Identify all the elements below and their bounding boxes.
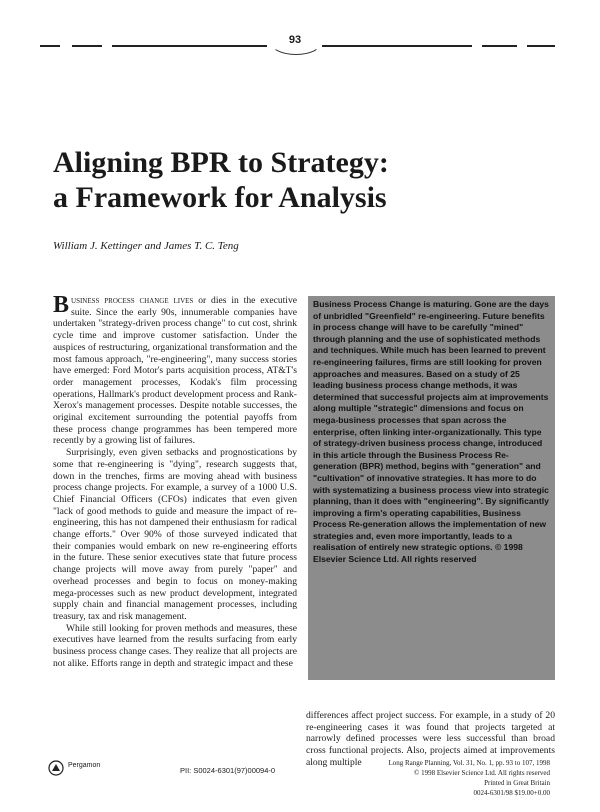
paragraph-continuation: differences affect project success. For example, in a study of 20 re-engineering cases it was found that projects targeted at narrowly defined processes were less successful than broad cross functional projects. Also, projects aimed at improvements along multiple [306, 710, 555, 768]
publisher-logo-icon [48, 760, 64, 776]
publisher-name: Pergamon [68, 762, 101, 769]
issn-price: 0024-6301/98 $19.00+0.00 [473, 789, 550, 797]
journal-citation: Long Range Planning, Vol. 31, No. 1, pp. 93 to 107, 1998 [388, 759, 550, 767]
title-line-1: Aligning BPR to Strategy: [53, 146, 389, 179]
header-rule [527, 45, 555, 47]
pii-code: PII: S0024-6301(97)00094-0 [180, 766, 276, 775]
title-line-2: a Framework for Analysis [53, 181, 387, 214]
body-left-column [53, 292, 298, 670]
paragraph-1 [53, 292, 298, 447]
paragraph-1-text: or dies in the executive suite. Since the early 90s, innumerable companies have undertaken "strategy-driven process change" to cut cost, shrink cycle time and improve customer satisfaction. Under the auspices of restructuring, organizational transformation and the most famous approach, "re-engineering", many success stories have emerged: Ford Motor's parts acquisition process, AT&T's order management processes, Kodak's film processing operations, Hallmark's product development process and Rank-Xerox's management processes. Despite notable successes, the original excitement surrounding the potential payoffs from these process change programmes has been tempered more recently by a growing list of failures. [53, 295, 298, 447]
abstract-text: Business Process Change is maturing. Gone are the days of unbridled "Greenfield" re-engineering. Future benefits in process change will have to be carefully "mined" through planning and the use of sophisticated methods and techniques. While much has been learned to prevent re-engineering failures, firms are still looking for proven approaches and measures. Based on a study of 25 leading business process change methods, it was determined that successful projects aim at improvements along multiple "strategic" dimensions and focus on mega-business processes that span across the enterprise, often linking inter-organizationally. This type of strategy-driven business process change, introduced in this article through the Business Process Re-generation (BPR) method, begins with "generation" and "cultivation" of innovative strategies. It has more to do with systematizing a business process view into strategic planning, than it does with "engineering". By significantly improving a firm's operating capabilities, Business Process Re-generation allows the implementation of new strategies and, even more importantly, leads to a realisation of entirely new strategic options. © 1998 Elsevier Science Ltd. All rights reserved [313, 299, 549, 565]
journal-info [340, 758, 550, 798]
header-rule [72, 45, 102, 47]
paragraph-2: Surprisingly, even given setbacks and prognostications by some that re-engineering is "dying", research suggests that, down in the trenches, firms are moving ahead with business process change projects. For example, a survey of a 1000 U.S. Chief Financial Officers (CFOs) indicates that even given "lack of good methods to guide and measure the impact of re-engineering, this has not dampened their enthusiasm for radical change efforts." Over 90% of those surveyed indicated that their companies would embark on new re-engineering efforts in the future. These senior executives state that future process change projects will move away from purely "paper" and overhead processes and begin to focus on money-making mega-processes such as new product development, integrated supply chain and financial management processes, including treasury, tax and risk management. [53, 447, 297, 622]
authors: William J. Kettinger and James T. C. Teng [53, 240, 239, 252]
drop-cap: B [53, 292, 70, 318]
header-rule [322, 45, 472, 47]
header-rule [112, 45, 267, 47]
paragraph-1-lead: usiness process change lives [71, 295, 194, 306]
header-rule [40, 45, 60, 47]
page-number: 93 [288, 34, 302, 46]
article-title [53, 145, 553, 215]
paragraph-3: While still looking for proven methods and measures, these executives have learned from the results surfacing from early business process change cases. They realize that all projects are not alike. Efforts range in depth and strategic impact and these [53, 622, 297, 669]
print-location: Printed in Great Britain [484, 779, 550, 787]
header-rule [482, 45, 517, 47]
copyright: © 1998 Elsevier Science Ltd. All rights reserved [414, 769, 550, 777]
